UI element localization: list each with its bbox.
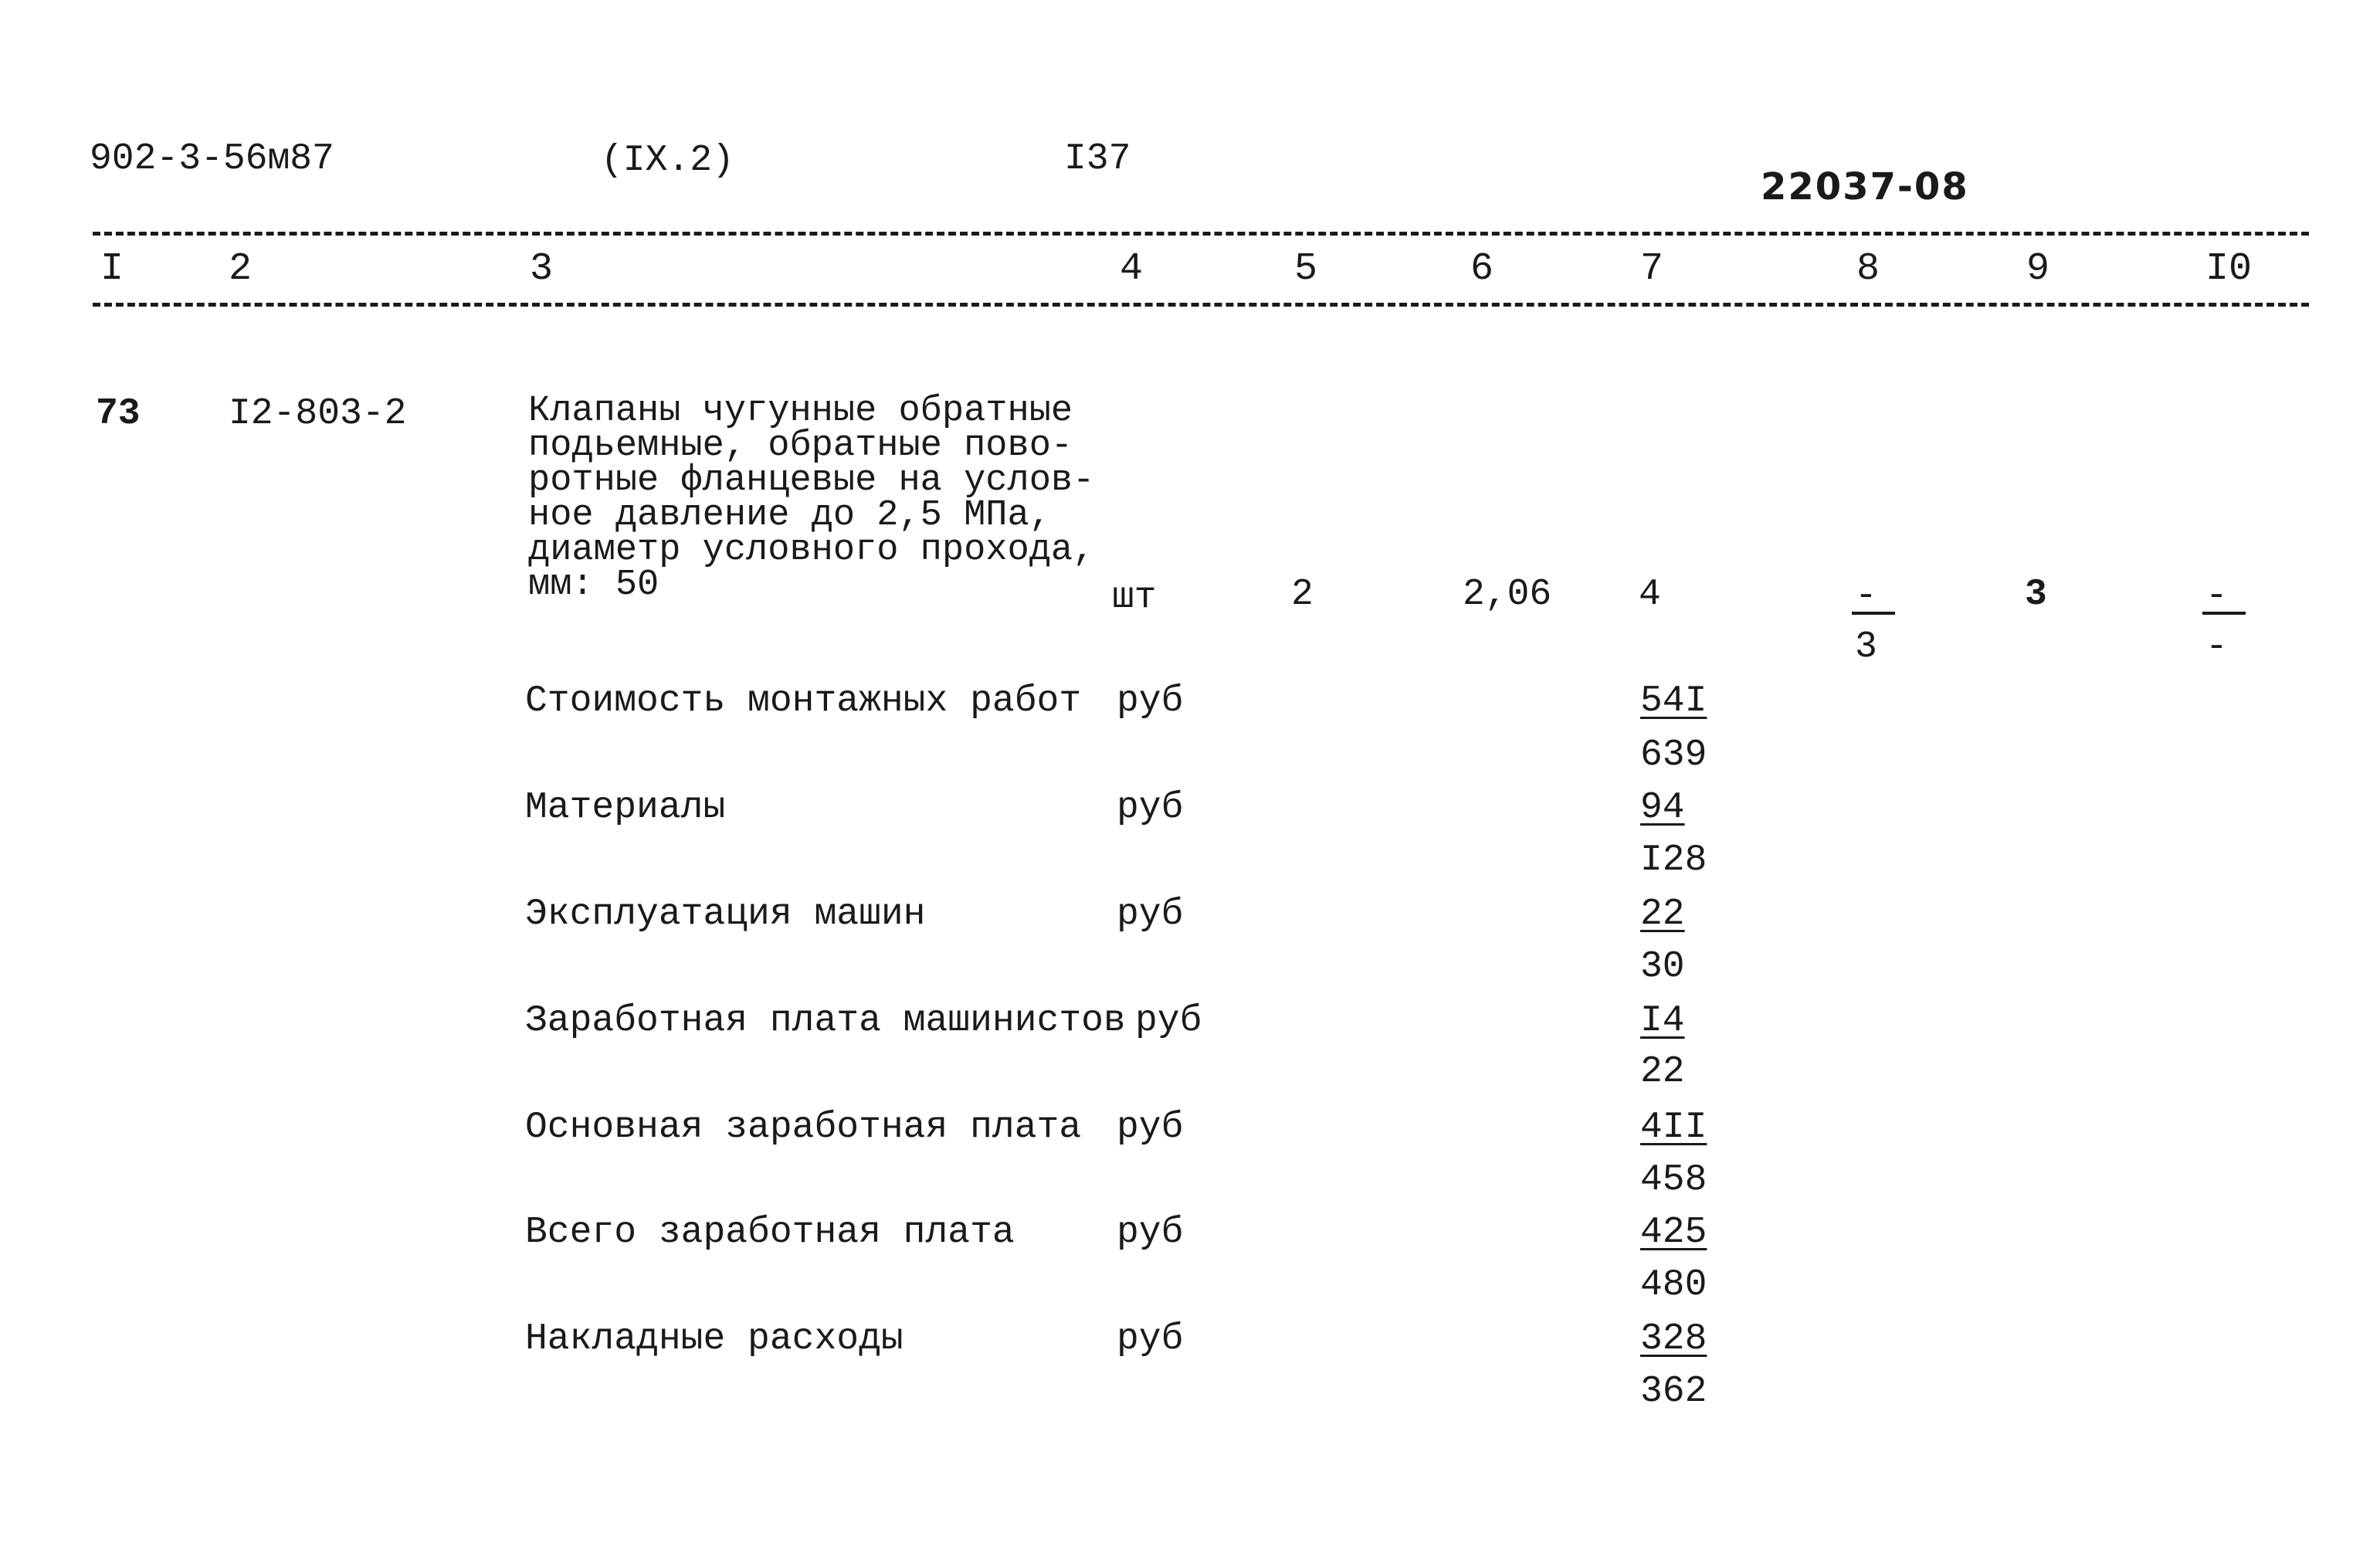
item-number: 73 — [96, 393, 141, 435]
cost-value-top: 22 — [1640, 894, 1685, 935]
cost-value-bottom: 22 — [1640, 1051, 1685, 1093]
cost-label: Материалы — [525, 787, 726, 829]
column-header-6: 6 — [1470, 247, 1494, 291]
cost-unit: руб — [1117, 680, 1184, 722]
item-col8-top: - — [1855, 575, 1877, 617]
cost-value-bottom: 30 — [1640, 946, 1685, 988]
cost-unit: руб — [1135, 1000, 1202, 1042]
cost-value-bottom: I28 — [1640, 839, 1707, 881]
top-dashed-rule — [93, 232, 2309, 236]
item-col10-top: - — [2205, 575, 2228, 617]
cost-value-bottom: 362 — [1640, 1371, 1707, 1413]
item-quantity: 2 — [1291, 574, 1314, 616]
item-code: I2-803-2 — [229, 393, 407, 435]
cost-label: Стоимость монтажных работ — [525, 680, 1082, 722]
cost-value-bottom: 480 — [1640, 1264, 1707, 1306]
cost-value-bottom: 458 — [1640, 1159, 1707, 1201]
column-header-1: I — [100, 247, 124, 291]
cost-label: Эксплуатация машин — [525, 894, 926, 935]
column-header-9: 9 — [2026, 247, 2050, 291]
item-col10-fraction-line — [2202, 612, 2246, 615]
cost-label: Всего заработная плата — [525, 1212, 1015, 1253]
cost-label: Накладные расходы — [525, 1318, 904, 1360]
page-number: I37 — [1064, 138, 1131, 180]
cost-value-top: I4 — [1640, 1000, 1685, 1042]
item-unit: шт — [1112, 577, 1157, 619]
column-header-8: 8 — [1856, 247, 1880, 291]
doc-code: 902-3-56м87 — [90, 138, 334, 180]
cost-unit: руб — [1117, 1212, 1184, 1253]
section-code: (IX.2) — [601, 140, 734, 181]
column-header-3: 3 — [530, 247, 554, 291]
cost-unit: руб — [1117, 1318, 1184, 1360]
item-col6: 2,06 — [1463, 574, 1552, 616]
column-header-10: I0 — [2205, 247, 2253, 291]
item-col7: 4 — [1639, 574, 1661, 616]
column-header-5: 5 — [1294, 247, 1318, 291]
cost-unit: руб — [1117, 894, 1184, 935]
cost-label: Заработная плата машинистов — [525, 1000, 1126, 1042]
item-col10-bottom: - — [2205, 626, 2228, 668]
cost-value-top: 94 — [1640, 787, 1685, 829]
cost-value-top: 328 — [1640, 1318, 1707, 1360]
cost-value-bottom: 639 — [1640, 734, 1707, 776]
item-col9: 3 — [2025, 574, 2047, 616]
column-header-4: 4 — [1120, 247, 1144, 291]
reference-number: 22037-08 — [1761, 165, 1969, 209]
cost-value-top: 425 — [1640, 1212, 1707, 1253]
cost-value-top: 54I — [1640, 680, 1707, 722]
cost-value-top: 4II — [1640, 1107, 1707, 1148]
bottom-dashed-rule — [93, 303, 2309, 307]
column-header-2: 2 — [229, 247, 253, 291]
cost-unit: руб — [1117, 787, 1184, 829]
column-header-7: 7 — [1640, 247, 1664, 291]
item-col8-bottom: 3 — [1855, 626, 1877, 668]
item-col8-fraction-line — [1852, 612, 1895, 615]
item-description: Клапаны чугунные обратные подьемные, обратные пово- ротные фланцевые на услов- ное давление до 2,5 МПа, диаметр условного прохода, мм: 50 — [528, 391, 1095, 605]
cost-unit: руб — [1117, 1107, 1184, 1148]
cost-label: Основная заработная плата — [525, 1107, 1082, 1148]
